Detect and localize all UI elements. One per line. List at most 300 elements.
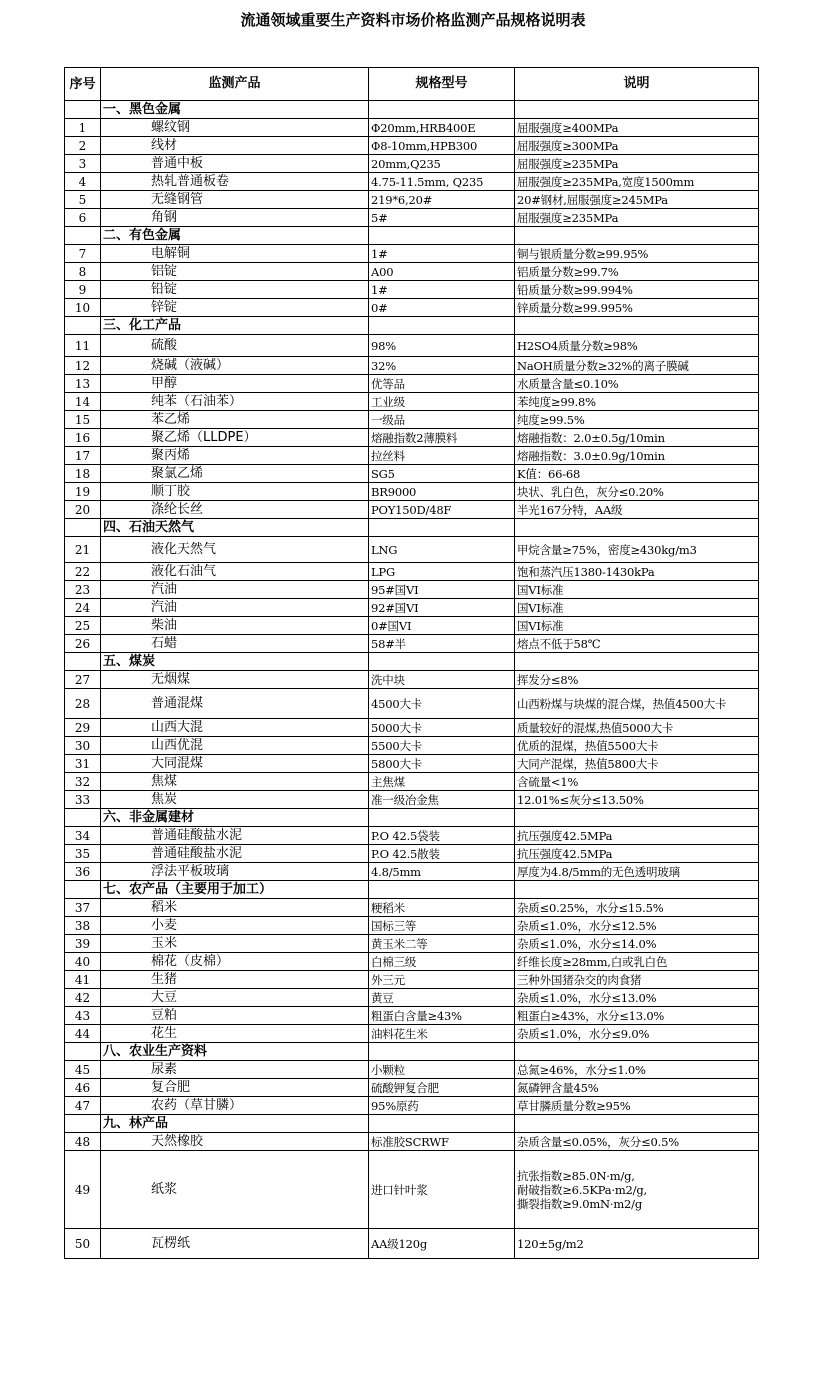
table-row xyxy=(65,537,759,563)
table-row xyxy=(65,1229,759,1259)
product-name: 花生 xyxy=(101,1025,369,1043)
table-row xyxy=(65,483,759,501)
section-spec-cell xyxy=(369,1043,515,1061)
spec-model: 黄玉米二等 xyxy=(369,935,515,953)
table-row xyxy=(65,917,759,935)
product-name: 铝锭 xyxy=(101,263,369,281)
product-name: 棉花（皮棉） xyxy=(101,953,369,971)
table-row xyxy=(65,1133,759,1151)
header-spec: 规格型号 xyxy=(369,68,515,101)
section-row xyxy=(65,227,759,245)
section-seq-cell xyxy=(65,1043,101,1061)
row-number: 6 xyxy=(65,209,101,227)
spec-model: 黄豆 xyxy=(369,989,515,1007)
section-title: 三、化工产品 xyxy=(101,317,369,335)
table-row xyxy=(65,191,759,209)
product-name: 复合肥 xyxy=(101,1079,369,1097)
spec-model: 1# xyxy=(369,245,515,263)
note-text: 铅质量分数≥99.994% xyxy=(515,281,759,299)
product-name: 涤纶长丝 xyxy=(101,501,369,519)
row-number: 47 xyxy=(65,1097,101,1115)
spec-model: 粗蛋白含量≥43% xyxy=(369,1007,515,1025)
spec-model: P.O 42.5散装 xyxy=(369,845,515,863)
product-name: 汽油 xyxy=(101,581,369,599)
product-name: 螺纹钢 xyxy=(101,119,369,137)
product-name: 纯苯（石油苯） xyxy=(101,393,369,411)
spec-model: 5800大卡 xyxy=(369,755,515,773)
row-number: 39 xyxy=(65,935,101,953)
section-note-cell xyxy=(515,1043,759,1061)
spec-model: 粳稻米 xyxy=(369,899,515,917)
section-title: 八、农业生产资料 xyxy=(101,1043,369,1061)
note-text: 杂质≤1.0%，水分≤9.0% xyxy=(515,1025,759,1043)
product-name: 浮法平板玻璃 xyxy=(101,863,369,881)
note-text: NaOH质量分数≥32%的离子膜碱 xyxy=(515,357,759,375)
note-text: 纯度≥99.5% xyxy=(515,411,759,429)
product-name: 玉米 xyxy=(101,935,369,953)
table-row xyxy=(65,299,759,317)
product-name: 电解铜 xyxy=(101,245,369,263)
note-text: 铝质量分数≥99.7% xyxy=(515,263,759,281)
product-name: 角钢 xyxy=(101,209,369,227)
row-number: 8 xyxy=(65,263,101,281)
section-title: 五、煤炭 xyxy=(101,653,369,671)
table-row xyxy=(65,863,759,881)
note-text: 抗压强度42.5MPa xyxy=(515,845,759,863)
note-text: 熔点不低于58℃ xyxy=(515,635,759,653)
row-number: 7 xyxy=(65,245,101,263)
section-note-cell xyxy=(515,317,759,335)
spec-model: 1# xyxy=(369,281,515,299)
note-text: 锌质量分数≥99.995% xyxy=(515,299,759,317)
product-name: 汽油 xyxy=(101,599,369,617)
product-name: 线材 xyxy=(101,137,369,155)
section-spec-cell xyxy=(369,809,515,827)
spec-model: 32% xyxy=(369,357,515,375)
note-text: 杂质含量≤0.05%，灰分≤0.5% xyxy=(515,1133,759,1151)
table-row xyxy=(65,935,759,953)
row-number: 1 xyxy=(65,119,101,137)
note-text: 含硫量<1% xyxy=(515,773,759,791)
table-row xyxy=(65,1061,759,1079)
note-text: H2SO4质量分数≥98% xyxy=(515,335,759,357)
spec-model: 5000大卡 xyxy=(369,719,515,737)
row-number: 18 xyxy=(65,465,101,483)
spec-model: 219*6,20# xyxy=(369,191,515,209)
section-seq-cell xyxy=(65,809,101,827)
note-text: 杂质≤1.0%，水分≤12.5% xyxy=(515,917,759,935)
note-text: 屈服强度≥300MPa xyxy=(515,137,759,155)
section-note-cell xyxy=(515,881,759,899)
note-text: 块状、乳白色，灰分≤0.20% xyxy=(515,483,759,501)
note-text: 12.01%≤灰分≤13.50% xyxy=(515,791,759,809)
row-number: 19 xyxy=(65,483,101,501)
spec-model: A00 xyxy=(369,263,515,281)
section-spec-cell xyxy=(369,881,515,899)
note-text: 抗张指数≥85.0N·m/g, 耐破指数≥6.5KPa·m2/g, 撕裂指数≥9.0mN·m2/g xyxy=(515,1151,759,1229)
section-title: 七、农产品（主要用于加工） xyxy=(101,881,369,899)
section-note-cell xyxy=(515,653,759,671)
table-row xyxy=(65,245,759,263)
table-row xyxy=(65,119,759,137)
table-row xyxy=(65,465,759,483)
spec-model: BR9000 xyxy=(369,483,515,501)
product-name: 普通混煤 xyxy=(101,689,369,719)
table-row xyxy=(65,173,759,191)
spec-model: 准一级冶金焦 xyxy=(369,791,515,809)
row-number: 25 xyxy=(65,617,101,635)
note-text: 国VI标准 xyxy=(515,617,759,635)
product-name: 小麦 xyxy=(101,917,369,935)
row-number: 46 xyxy=(65,1079,101,1097)
spec-model: 95#国VI xyxy=(369,581,515,599)
spec-model: 5500大卡 xyxy=(369,737,515,755)
spec-model: 58#半 xyxy=(369,635,515,653)
note-text: 屈服强度≥235MPa,宽度1500mm xyxy=(515,173,759,191)
spec-model: 标准胶SCRWF xyxy=(369,1133,515,1151)
table-row xyxy=(65,393,759,411)
row-number: 5 xyxy=(65,191,101,209)
row-number: 36 xyxy=(65,863,101,881)
table-row xyxy=(65,773,759,791)
row-number: 9 xyxy=(65,281,101,299)
note-text: 纤维长度≥28mm,白或乳白色 xyxy=(515,953,759,971)
section-spec-cell xyxy=(369,101,515,119)
product-name: 农药（草甘膦） xyxy=(101,1097,369,1115)
note-text: 优质的混煤，热值5500大卡 xyxy=(515,737,759,755)
spec-model: 油料花生米 xyxy=(369,1025,515,1043)
spec-model: 小颗粒 xyxy=(369,1061,515,1079)
product-name: 生猪 xyxy=(101,971,369,989)
note-text: 20#钢材,屈服强度≥245MPa xyxy=(515,191,759,209)
row-number: 38 xyxy=(65,917,101,935)
row-number: 50 xyxy=(65,1229,101,1259)
spec-model: 拉丝料 xyxy=(369,447,515,465)
section-title: 四、石油天然气 xyxy=(101,519,369,537)
row-number: 29 xyxy=(65,719,101,737)
note-text: 挥发分≤8% xyxy=(515,671,759,689)
spec-model: LPG xyxy=(369,563,515,581)
row-number: 2 xyxy=(65,137,101,155)
note-text: 水质量含量≤0.10% xyxy=(515,375,759,393)
spec-model: Φ20mm,HRB400E xyxy=(369,119,515,137)
spec-model: 主焦煤 xyxy=(369,773,515,791)
row-number: 43 xyxy=(65,1007,101,1025)
product-name: 瓦楞纸 xyxy=(101,1229,369,1259)
spec-model: 92#国VI xyxy=(369,599,515,617)
spec-model: 白棉三级 xyxy=(369,953,515,971)
note-text: 国VI标准 xyxy=(515,581,759,599)
product-name: 天然橡胶 xyxy=(101,1133,369,1151)
header-row xyxy=(65,68,759,101)
section-note-cell xyxy=(515,809,759,827)
product-name: 无缝钢管 xyxy=(101,191,369,209)
note-text: 熔融指数：2.0±0.5g/10min xyxy=(515,429,759,447)
spec-model: 熔融指数2薄膜料 xyxy=(369,429,515,447)
section-note-cell xyxy=(515,519,759,537)
note-text: 熔融指数：3.0±0.9g/10min xyxy=(515,447,759,465)
spec-model: 4.75-11.5mm, Q235 xyxy=(369,173,515,191)
product-name: 普通中板 xyxy=(101,155,369,173)
section-note-cell xyxy=(515,227,759,245)
spec-model: POY150D/48F xyxy=(369,501,515,519)
spec-model: 优等品 xyxy=(369,375,515,393)
note-text: 屈服强度≥235MPa xyxy=(515,209,759,227)
row-number: 15 xyxy=(65,411,101,429)
section-row xyxy=(65,317,759,335)
section-row xyxy=(65,881,759,899)
table-row xyxy=(65,429,759,447)
spec-model: 外三元 xyxy=(369,971,515,989)
table-row xyxy=(65,1025,759,1043)
section-note-cell xyxy=(515,1115,759,1133)
product-name: 锌锭 xyxy=(101,299,369,317)
spec-model: 0# xyxy=(369,299,515,317)
section-spec-cell xyxy=(369,1115,515,1133)
product-name: 石蜡 xyxy=(101,635,369,653)
section-spec-cell xyxy=(369,317,515,335)
spec-model: 95%原药 xyxy=(369,1097,515,1115)
row-number: 26 xyxy=(65,635,101,653)
spec-model: P.O 42.5袋装 xyxy=(369,827,515,845)
product-name: 铅锭 xyxy=(101,281,369,299)
note-text: 甲烷含量≥75%，密度≥430kg/m3 xyxy=(515,537,759,563)
row-number: 20 xyxy=(65,501,101,519)
section-title: 一、黑色金属 xyxy=(101,101,369,119)
spec-model: 国标三等 xyxy=(369,917,515,935)
product-name: 硫酸 xyxy=(101,335,369,357)
table-row xyxy=(65,791,759,809)
table-row xyxy=(65,281,759,299)
spec-model: AA级120g xyxy=(369,1229,515,1259)
note-text: 厚度为4.8/5mm的无色透明玻璃 xyxy=(515,863,759,881)
row-number: 27 xyxy=(65,671,101,689)
section-row xyxy=(65,1043,759,1061)
section-seq-cell xyxy=(65,653,101,671)
section-title: 六、非金属建材 xyxy=(101,809,369,827)
spec-model: 4500大卡 xyxy=(369,689,515,719)
product-name: 尿素 xyxy=(101,1061,369,1079)
table-row xyxy=(65,737,759,755)
product-name: 稻米 xyxy=(101,899,369,917)
row-number: 45 xyxy=(65,1061,101,1079)
section-seq-cell xyxy=(65,101,101,119)
section-row xyxy=(65,809,759,827)
product-name: 焦煤 xyxy=(101,773,369,791)
spec-model: 洗中块 xyxy=(369,671,515,689)
table-row xyxy=(65,357,759,375)
product-name: 山西优混 xyxy=(101,737,369,755)
table-body xyxy=(65,101,759,1259)
row-number: 49 xyxy=(65,1151,101,1229)
product-name: 热轧普通板卷 xyxy=(101,173,369,191)
section-row xyxy=(65,519,759,537)
note-text: 大同产混煤，热值5800大卡 xyxy=(515,755,759,773)
section-title: 九、林产品 xyxy=(101,1115,369,1133)
note-text: 国VI标准 xyxy=(515,599,759,617)
row-number: 41 xyxy=(65,971,101,989)
section-spec-cell xyxy=(369,653,515,671)
table-row xyxy=(65,689,759,719)
note-text: 三种外国猪杂交的肉食猪 xyxy=(515,971,759,989)
page-title: 流通领域重要生产资料市场价格监测产品规格说明表 xyxy=(240,11,586,29)
row-number: 11 xyxy=(65,335,101,357)
row-number: 14 xyxy=(65,393,101,411)
section-seq-cell xyxy=(65,1115,101,1133)
table-row xyxy=(65,827,759,845)
table-row xyxy=(65,501,759,519)
note-text: 总氮≥46%，水分≤1.0% xyxy=(515,1061,759,1079)
table-row xyxy=(65,447,759,465)
table-row xyxy=(65,617,759,635)
note-text: 山西粉煤与块煤的混合煤，热值4500大卡 xyxy=(515,689,759,719)
product-name: 液化天然气 xyxy=(101,537,369,563)
row-number: 31 xyxy=(65,755,101,773)
row-number: 33 xyxy=(65,791,101,809)
row-number: 23 xyxy=(65,581,101,599)
table-row xyxy=(65,719,759,737)
note-text: 杂质≤0.25%，水分≤15.5% xyxy=(515,899,759,917)
table-row xyxy=(65,1097,759,1115)
product-name: 大豆 xyxy=(101,989,369,1007)
table-row xyxy=(65,899,759,917)
section-row xyxy=(65,653,759,671)
table-row xyxy=(65,971,759,989)
table-row xyxy=(65,599,759,617)
section-seq-cell xyxy=(65,317,101,335)
row-number: 10 xyxy=(65,299,101,317)
spec-model: 20mm,Q235 xyxy=(369,155,515,173)
product-name: 液化石油气 xyxy=(101,563,369,581)
table-row xyxy=(65,671,759,689)
header-product: 监测产品 xyxy=(101,68,369,101)
note-text: 半光167分特，AA级 xyxy=(515,501,759,519)
table-row xyxy=(65,209,759,227)
table-row xyxy=(65,1007,759,1025)
product-name: 焦炭 xyxy=(101,791,369,809)
row-number: 16 xyxy=(65,429,101,447)
section-seq-cell xyxy=(65,227,101,245)
note-text: K值：66-68 xyxy=(515,465,759,483)
section-seq-cell xyxy=(65,881,101,899)
section-title: 二、有色金属 xyxy=(101,227,369,245)
spec-model: 5# xyxy=(369,209,515,227)
row-number: 17 xyxy=(65,447,101,465)
table-row xyxy=(65,989,759,1007)
row-number: 35 xyxy=(65,845,101,863)
row-number: 24 xyxy=(65,599,101,617)
row-number: 28 xyxy=(65,689,101,719)
row-number: 12 xyxy=(65,357,101,375)
section-seq-cell xyxy=(65,519,101,537)
section-spec-cell xyxy=(369,519,515,537)
row-number: 40 xyxy=(65,953,101,971)
row-number: 44 xyxy=(65,1025,101,1043)
table-row xyxy=(65,1079,759,1097)
note-text: 质量较好的混煤,热值5000大卡 xyxy=(515,719,759,737)
row-number: 37 xyxy=(65,899,101,917)
product-name: 聚氯乙烯 xyxy=(101,465,369,483)
spec-model: 4.8/5mm xyxy=(369,863,515,881)
section-spec-cell xyxy=(369,227,515,245)
note-text: 饱和蒸汽压1380-1430kPa xyxy=(515,563,759,581)
row-number: 30 xyxy=(65,737,101,755)
table-row xyxy=(65,563,759,581)
spec-model: 工业级 xyxy=(369,393,515,411)
table-row xyxy=(65,375,759,393)
product-name: 普通硅酸盐水泥 xyxy=(101,845,369,863)
product-name: 纸浆 xyxy=(101,1151,369,1229)
product-name: 烧碱（液碱） xyxy=(101,357,369,375)
note-text: 屈服强度≥235MPa xyxy=(515,155,759,173)
product-name: 聚乙烯（LLDPE） xyxy=(101,429,369,447)
row-number: 3 xyxy=(65,155,101,173)
section-note-cell xyxy=(515,101,759,119)
note-text: 屈服强度≥400MPa xyxy=(515,119,759,137)
product-name: 豆粕 xyxy=(101,1007,369,1025)
table-row xyxy=(65,755,759,773)
spec-model: 98% xyxy=(369,335,515,357)
note-text: 120±5g/m2 xyxy=(515,1229,759,1259)
row-number: 42 xyxy=(65,989,101,1007)
row-number: 13 xyxy=(65,375,101,393)
note-text: 杂质≤1.0%，水分≤14.0% xyxy=(515,935,759,953)
table-row xyxy=(65,411,759,429)
product-name: 柴油 xyxy=(101,617,369,635)
spec-model: 硫酸钾复合肥 xyxy=(369,1079,515,1097)
note-text: 铜与银质量分数≥99.95% xyxy=(515,245,759,263)
spec-table xyxy=(64,67,759,1259)
row-number: 32 xyxy=(65,773,101,791)
row-number: 4 xyxy=(65,173,101,191)
table-row xyxy=(65,635,759,653)
table-row xyxy=(65,263,759,281)
spec-model: 进口针叶浆 xyxy=(369,1151,515,1229)
spec-model: 0#国VI xyxy=(369,617,515,635)
table-row xyxy=(65,335,759,357)
product-name: 顺丁胶 xyxy=(101,483,369,501)
product-name: 苯乙烯 xyxy=(101,411,369,429)
section-row xyxy=(65,101,759,119)
product-name: 聚丙烯 xyxy=(101,447,369,465)
section-row xyxy=(65,1115,759,1133)
table-row xyxy=(65,1151,759,1229)
note-text: 氮磷钾含量45% xyxy=(515,1079,759,1097)
header-note: 说明 xyxy=(515,68,759,101)
row-number: 21 xyxy=(65,537,101,563)
row-number: 48 xyxy=(65,1133,101,1151)
header-seq: 序号 xyxy=(65,68,101,101)
table-row xyxy=(65,581,759,599)
table-row xyxy=(65,845,759,863)
row-number: 22 xyxy=(65,563,101,581)
product-name: 甲醇 xyxy=(101,375,369,393)
note-text: 抗压强度42.5MPa xyxy=(515,827,759,845)
note-text: 草甘膦质量分数≥95% xyxy=(515,1097,759,1115)
table-row xyxy=(65,953,759,971)
spec-model: 一级品 xyxy=(369,411,515,429)
product-name: 山西大混 xyxy=(101,719,369,737)
note-text: 粗蛋白≥43%，水分≤13.0% xyxy=(515,1007,759,1025)
note-text: 苯纯度≥99.8% xyxy=(515,393,759,411)
spec-model: Φ8-10mm,HPB300 xyxy=(369,137,515,155)
table-row xyxy=(65,155,759,173)
spec-model: LNG xyxy=(369,537,515,563)
table-row xyxy=(65,137,759,155)
product-name: 普通硅酸盐水泥 xyxy=(101,827,369,845)
product-name: 大同混煤 xyxy=(101,755,369,773)
spec-model: SG5 xyxy=(369,465,515,483)
